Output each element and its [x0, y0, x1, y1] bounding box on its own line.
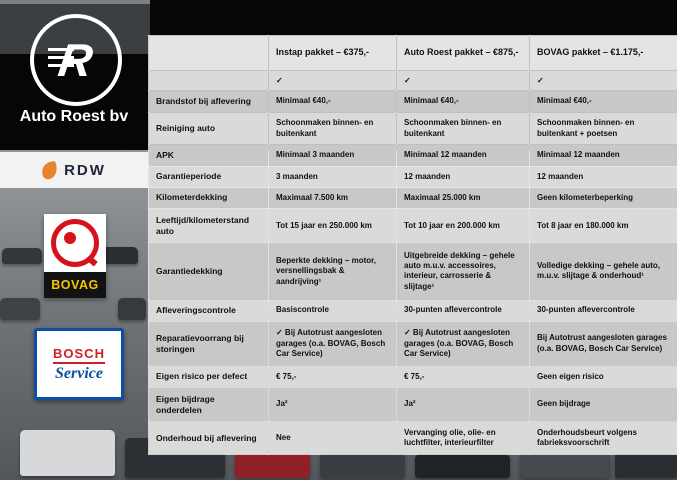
bosch-service-label: Service: [55, 364, 103, 382]
package-cell: Tot 8 jaar en 180.000 km: [530, 209, 677, 243]
table-row: [149, 243, 677, 300]
bosch-service-badge: [34, 328, 124, 400]
package-cell: Basiscontrole: [269, 300, 397, 321]
package-cell: 12 maanden: [530, 166, 677, 187]
package-cell: Maximaal 7.500 km: [269, 187, 397, 208]
table-row: [149, 166, 677, 187]
table-row: [149, 422, 677, 455]
package-cell: Tot 10 jaar en 200.000 km: [397, 209, 530, 243]
row-label: Eigen risico per defect: [149, 366, 269, 387]
package-cell: 30-punten aflevercontrole: [530, 300, 677, 321]
package-cell: Minimaal €40,-: [397, 91, 530, 112]
row-label: Eigen bijdrage onderdelen: [149, 387, 269, 421]
package-cell: Tot 15 jaar en 250.000 km: [269, 209, 397, 243]
table-row: [149, 209, 677, 243]
rdw-label: RDW: [64, 161, 106, 179]
package-cell: Ja²: [269, 387, 397, 421]
package-cell: Onderhoudsbeurt volgens fabrieksvoorschrift: [530, 422, 677, 455]
auto-roest-logo-icon: [30, 14, 122, 106]
car-silhouette: [520, 452, 610, 478]
package-column-header: BOVAG pakket – €1.175,-: [530, 36, 677, 71]
table-header-row: [149, 36, 677, 71]
row-label: Garantiedekking: [149, 243, 269, 300]
package-cell: ✓ Bij Autotrust aangesloten garages (o.a. BOVAG, Bosch Car Service): [269, 321, 397, 366]
car-silhouette: [415, 454, 510, 478]
row-label: Reiniging auto: [149, 112, 269, 145]
package-cell: Schoonmaken binnen- en buitenkant: [269, 112, 397, 145]
package-cell: Schoonmaken binnen- en buitenkant + poetsen: [530, 112, 677, 145]
row-label: Onderhoud bij aflevering: [149, 422, 269, 455]
bovag-emblem-icon: [51, 219, 99, 267]
package-column-header: Auto Roest pakket – €875,-: [397, 36, 530, 71]
package-cell: Nee: [269, 422, 397, 455]
package-cell: Ja²: [397, 387, 530, 421]
bosch-divider: [53, 362, 105, 364]
car-silhouette: [0, 298, 40, 320]
table-row: [149, 300, 677, 321]
package-cell: ✓: [269, 71, 397, 91]
row-label: Brandstof bij aflevering: [149, 91, 269, 112]
package-cell: ✓ Bij Autotrust aangesloten garages (o.a. BOVAG, Bosch Car Service): [397, 321, 530, 366]
package-cell: Minimaal €40,-: [530, 91, 677, 112]
package-cell: Geen kilometerbeperking: [530, 187, 677, 208]
package-cell: Minimaal 12 maanden: [530, 145, 677, 166]
package-cell: Beperkte dekking – motor, versnellingsbak & aandrijving¹: [269, 243, 397, 300]
table-row: [149, 321, 677, 366]
car-silhouette: [20, 430, 115, 476]
package-cell: Uitgebreide dekking – gehele auto m.u.v. accessoires, interieur, carrosserie & slijtage¹: [397, 243, 530, 300]
table-row: [149, 91, 677, 112]
package-cell: Maximaal 25.000 km: [397, 187, 530, 208]
package-cell: Minimaal 3 maanden: [269, 145, 397, 166]
table-row: [149, 112, 677, 145]
car-silhouette: [118, 298, 146, 320]
package-cell: 3 maanden: [269, 166, 397, 187]
package-cell: Minimaal 12 maanden: [397, 145, 530, 166]
row-label: APK: [149, 145, 269, 166]
bovag-label: BOVAG: [51, 278, 99, 292]
package-cell: Geen bijdrage: [530, 387, 677, 421]
package-cell: Bij Autotrust aangesloten garages (o.a. BOVAG, Bosch Car Service): [530, 321, 677, 366]
package-cell: Vervanging olie, olie- en luchtfilter, interieurfilter: [397, 422, 530, 455]
bovag-badge: [44, 214, 106, 298]
row-label: Kilometerdekking: [149, 187, 269, 208]
row-label: [149, 71, 269, 91]
table-row: [149, 387, 677, 421]
package-table-body: [149, 71, 677, 455]
package-cell: ✓: [397, 71, 530, 91]
package-cell: 12 maanden: [397, 166, 530, 187]
package-cell: Volledige dekking – gehele auto, m.u.v. slijtage & onderhoud¹: [530, 243, 677, 300]
package-cell: € 75,-: [269, 366, 397, 387]
car-silhouette: [320, 452, 405, 478]
bovag-label-bar: [44, 272, 106, 298]
row-label: Afleveringscontrole: [149, 300, 269, 321]
car-silhouette: [2, 248, 42, 264]
package-cell: Schoonmaken binnen- en buitenkant: [397, 112, 530, 145]
row-label: Leeftijd/kilometerstand auto: [149, 209, 269, 243]
row-label: Garantieperiode: [149, 166, 269, 187]
package-column-header: Instap pakket – €375,-: [269, 36, 397, 71]
bosch-label: BOSCH: [53, 345, 105, 361]
package-cell: Geen eigen risico: [530, 366, 677, 387]
row-label: Reparatievoorrang bij storingen: [149, 321, 269, 366]
package-cell: 30-punten aflevercontrole: [397, 300, 530, 321]
logo-letter: R: [55, 34, 97, 86]
corner-cell: [149, 36, 269, 71]
table-row: [149, 145, 677, 166]
parking-lot-line: [0, 0, 150, 4]
table-row: [149, 71, 677, 91]
rdw-badge: [0, 152, 148, 188]
bovag-emblem-panel: [44, 214, 106, 272]
package-cell: ✓: [530, 71, 677, 91]
brand-name: Auto Roest bv: [19, 108, 129, 125]
table-row: [149, 187, 677, 208]
rdw-flame-icon: [41, 161, 58, 180]
package-comparison-table: [148, 35, 677, 455]
package-cell: € 75,-: [397, 366, 530, 387]
table-row: [149, 366, 677, 387]
package-cell: Minimaal €40,-: [269, 91, 397, 112]
